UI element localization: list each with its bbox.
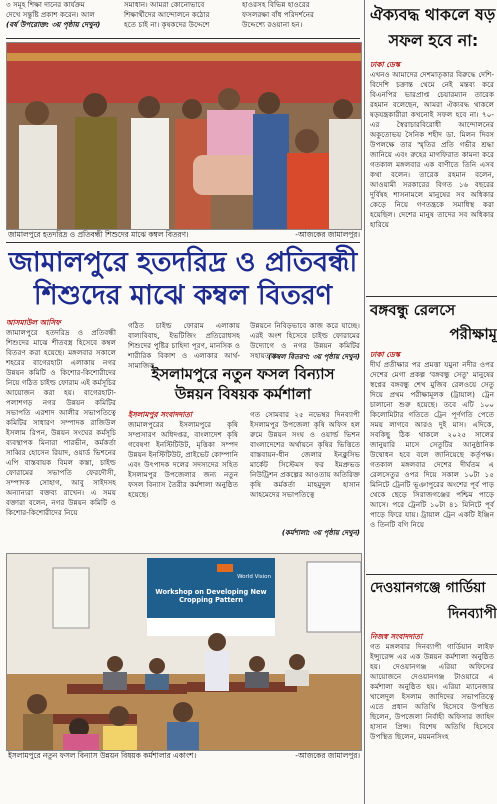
jump-line: (বর্ষ উপরোক্ত: ৩য় পৃষ্ঠায় দেখুন): [6, 20, 101, 29]
story2-jump: (কর্মশালা: ৩য় পৃষ্ঠায় দেখুন): [281, 529, 360, 537]
top-strip-col2: [124, 0, 236, 34]
workshop-illustration: [7, 554, 361, 750]
story1-col3: উন্নয়নে নিবিড়ভাবে কাজ করে যাচ্ছে। এরই অংশ হিসেবে চাইল্ড ফোরামের উদ্যোগে ও নগর উন্নয়ন কমিটির সহায়তায়: [250, 321, 360, 360]
workshop-banner-org: World Vision: [237, 574, 271, 580]
photo-blanket-distribution: [6, 42, 362, 230]
right-top-headline-line2: সফল হবে না:: [388, 31, 479, 50]
text-line: হাওরসহ বিভিন্ন হাওরের: [242, 0, 310, 9]
divider: [6, 242, 360, 243]
right-mid-headline-line2: পরীক্ষামূ: [449, 325, 497, 343]
story2-col2: গত সোমবার ২৫ নভেম্বর দিনব্যাপী ইসলামপুর উপজেলা কৃষি অফিস হল রুমে উন্নয়ন সংঘ ও ওয়ার্ল্ড ভিশন বাংলাদেশের অর্থায়নে কৃষির ভিত্তিতে বাস্তবায়ন-ধীন জেলার ইনক্লুসিভ মার্কেট সিস্টেমস ফর ইমপ্রুভড নিউট্রিশন প্রকল্পের আওতায় অতিরিক্ত কৃষি কর্মকর্তা মাহমুদুল হাসান আহমেদের সভাপতিত্বে: [250, 410, 360, 499]
text-line: দেখে সন্তুষ্টি প্রকাশ করেন। আল: [6, 10, 95, 19]
right-bottom-byline: নিজস্ব সংবাদদাতা: [370, 632, 423, 641]
right-mid-byline: ঢাকা ডেস্ক: [370, 350, 400, 359]
story2-byline: ইসলামপুর সংবাদদাতা: [128, 410, 193, 419]
headline-cropping: ইসলামপুরে নতুন ফসল বিন্যাস: [151, 365, 335, 383]
text-line: ফসলরক্ষা বাঁধ পরিদর্শনের: [242, 10, 314, 19]
photo1-caption: জামালপুরে হতদরিদ্র ও প্রতিবন্ধী শিশুদের মাঝে কম্বল বিতরণ।: [8, 230, 189, 239]
photo1-credit: -আজকের জামালপুর।: [295, 230, 360, 239]
divider: [6, 38, 360, 39]
photo2-caption: ইসলামপুরে নতুন ফসল বিন্যাস উন্নয়ন বিষয়ক কর্মশালার একাংশ।: [8, 751, 197, 760]
photo-illustration: [7, 43, 361, 229]
story1-col2: গঠিত চাইল্ড ফোরাম এলাকায় বাল্যবিবাহ, ইভটিজিং প্রতিরোধসহ শিশুদের পুষ্টির চাহিদা পূরণ, মানসিক ও শারীরিক বিকাশ ও এলাকার আর্থ-সামাজিক: [128, 321, 240, 370]
text-line: শিক্ষার্থীদের আন্দোলনে কঠোর: [124, 10, 210, 19]
photo-workshop: [6, 553, 362, 751]
top-strip-col1: [6, 0, 118, 34]
headline-cropping-line2: উন্নয়ন বিষয়ক কর্মশালা: [174, 385, 312, 403]
photo2-credit: -আজকের জামালপুর।: [295, 751, 360, 760]
text-line: সমাধান। আমরা কোনোভাবে: [124, 0, 205, 9]
workshop-banner-title: Workshop on Developing New Cropping Pattern: [155, 588, 267, 604]
story2-col1: জামালপুরের ইসলামপুরে কৃষি সম্প্রসারণ অধিদপ্তর, বাংলাদেশ কৃষি গবেষণা ইনস্টিটিউট, মৃত্তিকা সম্পদ উন্নয়ন ইনস্টিটিউট, প্রাইভেট কোম্পানি এবং উৎপাদক দলের সদস্যদের সহিত ইসলামপুর উপজেলার জন্য নতুন ফসল বিন্যাস তৈরীর কর্মশালা অনুষ্ঠিত হয়েছে।: [128, 420, 238, 499]
right-mid-body: দীর্ঘ প্রতীক্ষার পর প্রমত্তা যমুনা নদীর ওপর দেশের মেগা প্রকল্প 'বঙ্গবন্ধু সেতু' মানুষের স্বপ্নের বঙ্গবন্ধু শেখ মুজিব রেলওয়ে সেতু দিয়ে প্রথম পরীক্ষামূলক (ট্রায়াল) ট্রেন চালানো শুরু হয়েছে। তবে এটি ১০০ কিলোমিটার গতিতে ট্রেন পূর্ণগতি পেতে সময় লাগবে আরও দুই মাস। এদিকে, সবকিছু ঠিক থাকলে ২০২৫ সালের জানুয়ারি মাসে সেতুটির আনুষ্ঠানিক উদ্বোধন হবে বলে জানিয়েছে কর্তৃপক্ষ। গতকাল মঙ্গলবার দেশের দীর্ঘতম এ রেলসেতুর ওপর দিয়ে সকাল ১০টা ১৫ মিনিটে ট্রেনটি ভূঞাপুরের অংশের পূর্ব পাড় থেকে ছেড়ে সিরাজগঞ্জের পশ্চিম পাড়ে আসে। পরে ট্রেনটি ১০টা ৪১ মিনিটে পূর্ব পাড়ে ফিরে যায়। ট্রায়াল ট্রেন একটি ইঞ্জিন ও তিনটি বগি নিয়ে: [370, 360, 494, 529]
right-top-body: এখনও আমাদের দেশমাতৃকার বিরুদ্ধে দেশি-বিদেশি চক্রান্ত থেমে নেই মন্তব্য করে বিএনপির ভারপ্রাপ্ত চেয়ারম্যান তারেক রহমান বলেছেন, আমরা ঐক্যবদ্ধ থাকলে ষড়যন্ত্রকারীরা কখনোই সফল হবে না। ৭০-এর স্বৈরাচারবিরোধী আন্দোলনের অকুতোভয় সৈনিক শহীদ ডা. মিলন দিবস উপলক্ষে তার স্মৃতির প্রতি গভীর শ্রদ্ধা জানিয়ে এবং রুহের মাগফিরাত কামনা করে গতকাল মঙ্গলবার এক বাণীতে তিনি এসব কথা বলেন। তারেক রহমান বলেন, আওয়ামী সরকারের বিগত ১৬ বছরের দুর্বিষহ শাসনামলে মানুষের সব অধিকার কেড়ে নিয়ে গণতন্ত্রকে সমাধিস্থ করা হয়েছিল। দেশের মানুষ তাদের সব অধিকার হারিয়ে: [370, 70, 494, 229]
text-line: ৩ সমূহ শিক্ষা দানের কার্যক্রম: [6, 0, 85, 9]
text-line: হতে চাই না। কৃষকদের উদ্দেশে: [124, 20, 210, 29]
story1-jump: (কম্বল বিতরণ: ৩য় পৃষ্ঠায় দেখুন): [268, 353, 360, 361]
right-top-headline: ঐক্যবদ্ধ থাকলে ষড়: [370, 5, 496, 24]
top-strip-col3: [242, 0, 354, 34]
divider: [366, 574, 497, 575]
right-bottom-body: গত মঙ্গলবার দিনব্যাপী গার্ডিয়ান লাইফ ইন্স্যুরেন্স এর এক উন্নয়ন কর্মশালা অনুষ্ঠিত হয়। দেওয়ানগঞ্জ এরিয়া অফিসের আয়োজনে দেওয়ানগঞ্জ টাওয়ারে এ কর্মশালা অনুষ্ঠিত হয়। এরিয়া ম্যানেজার খালেদুল ইসলাম জাদিদের সভাপতিত্বে এতে প্রধান অতিথি হিসেবে উপস্থিত ছিলেন, উপজেলা নির্বাহী অফিসার জাহিদ হাসান প্রিন্স। বিশেষ অতিথি হিসেবে উপস্থিত ছিলেন, ময়মনসিংহ: [370, 642, 494, 741]
right-mid-headline: বঙ্গবন্ধু রেলসে: [370, 301, 456, 319]
right-bottom-headline-line2: দিনব্যাপী: [447, 606, 497, 622]
headline-blanket-line2: শিশুদের মাঝে কম্বল বিতরণ: [33, 280, 333, 311]
text-line: উদ্দেশ্যে রওয়ানা হন।: [242, 20, 303, 29]
right-bottom-headline: দেওয়ানগঞ্জে গার্ডিয়া: [370, 580, 486, 596]
story1-col1: জামালপুরে হতদরিদ্র ও প্রতিবন্ধী শিশুদের মাঝে শীতবস্ত্র হিসেবে কম্বল বিতরণ করা হয়েছে। মঙ্গলবার সকালে শহরের বাগেরহাটা এলাকায় নগর উন্নয়ন কমিটি ও কিশোর-কিশোরীদের নিয়ে গঠিত চাইল্ড ফোরাম এই কর্মসূচির আয়োজন করা হয়। বাগেরহাটা-পলাশগড় নগর উন্নয়ন কমিটির সভাপতি এরশাদ আলীর সভাপতিত্বে কমিটির সাধারণ সম্পাদক রাজিউল ইসলাম রিপন, উন্নয়ন সংঘের কর্মসূচি ব্যবস্থাপক মিনারা পারভীন, কর্মকর্তা সাব্বির হোসেন রিয়াদ, ওয়ার্ড ভিশনের এপি বাস্তবায়ক বিমল কস্তা, চাইল্ড ফোরামের সভাপতি ফেরদৌসী, সম্পাদক সোহাগ, আবু সাইদসহ অন্যান্যরা বক্তব্য রাখেন। এ সময় বক্তারা বলেন, নগর উন্নয়ন কমিটি ও কিশোর-কিশোরীদের নিয়ে: [6, 328, 116, 517]
column-divider: [364, 0, 365, 804]
headline-blanket: জামালপুরে হতদরিদ্র ও প্রতিবন্ধী: [8, 247, 358, 278]
story1-byline: আসমাউল আসিফ: [6, 318, 61, 327]
divider: [366, 296, 497, 297]
right-top-byline: ঢাকা ডেস্ক: [370, 60, 400, 69]
